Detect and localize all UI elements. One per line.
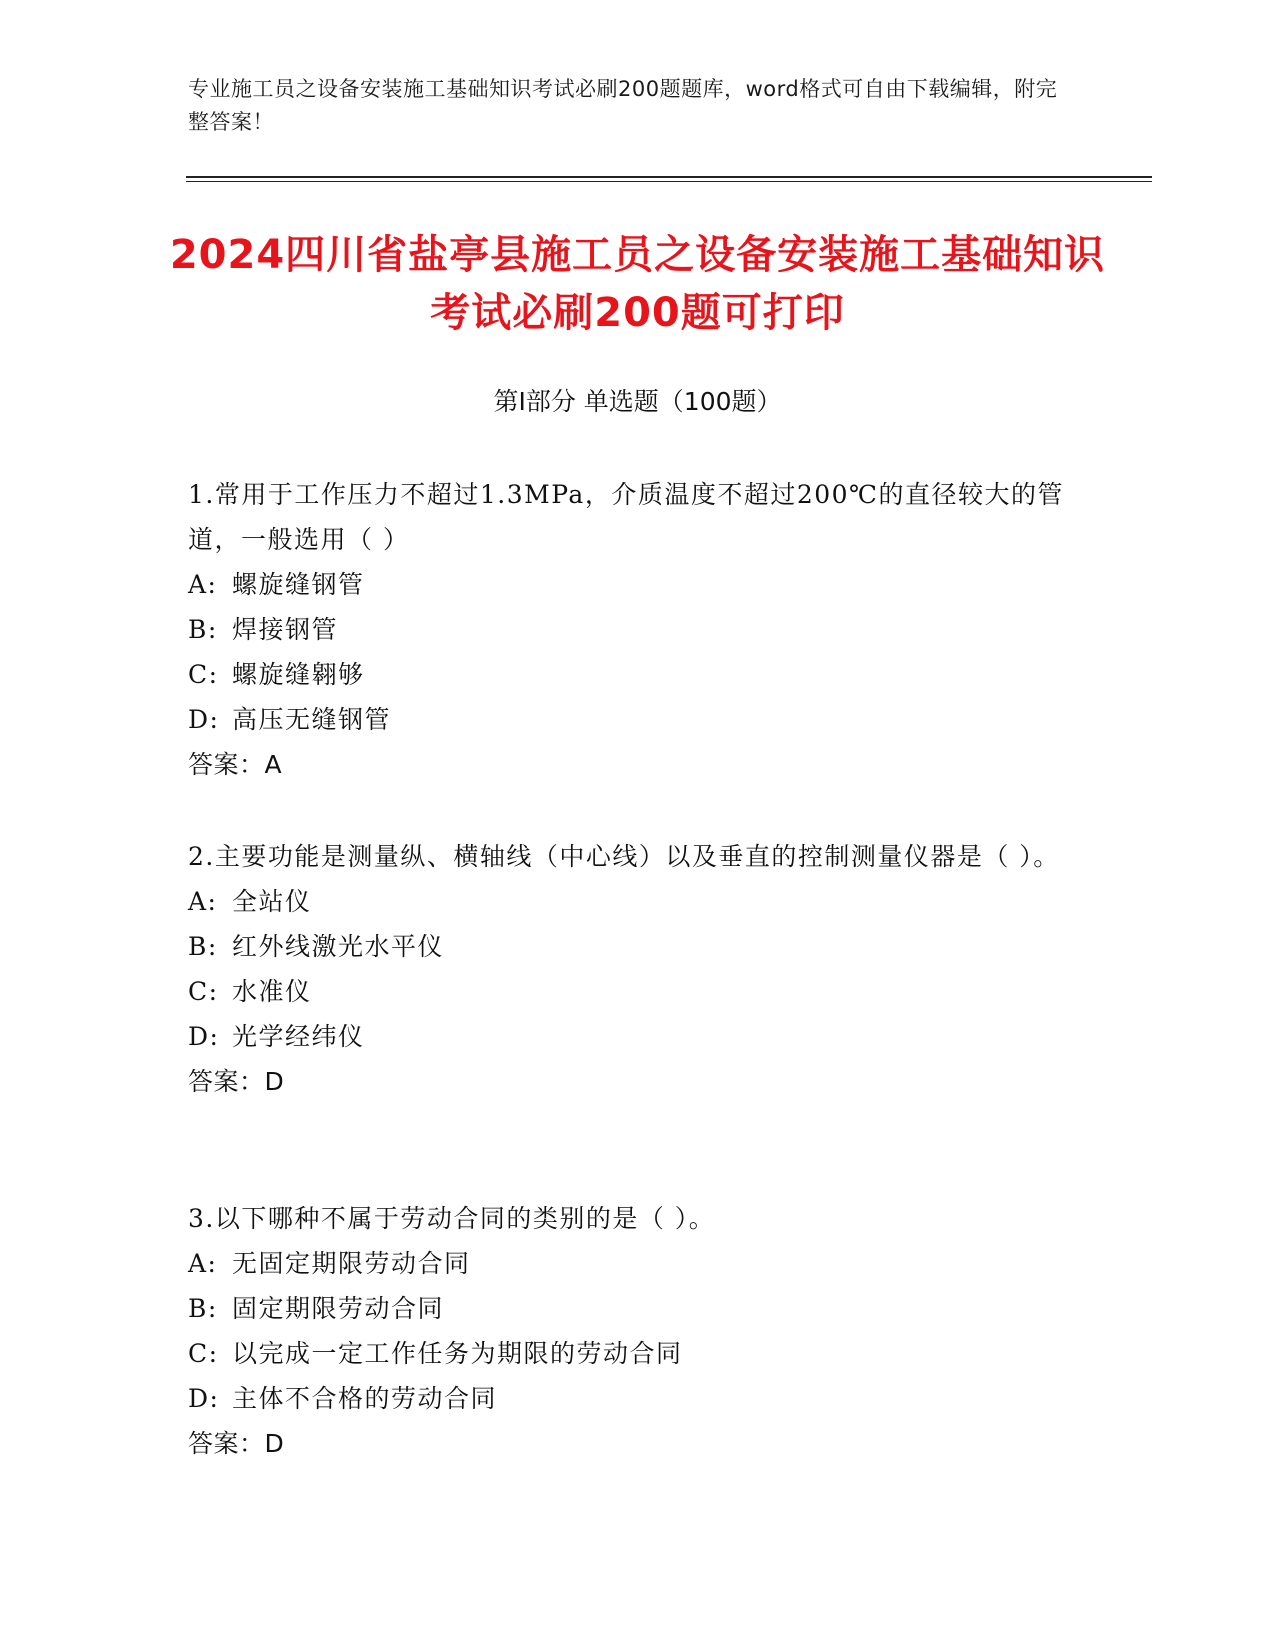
option-b xyxy=(188,607,1068,652)
question-stem: 1.常用于工作压力不超过1.3MPa，介质温度不超过200℃的直径较大的管道，一般选用（ ） xyxy=(188,480,1064,554)
option-a xyxy=(188,879,1068,924)
question-3 xyxy=(188,1196,1068,1466)
option-text: 以完成一定工作任务为期限的劳动合同 xyxy=(232,1339,683,1368)
option-text: 主体不合格的劳动合同 xyxy=(232,1384,498,1413)
question-2 xyxy=(188,834,1068,1104)
question-stem: 3.以下哪种不属于劳动合同的类别的是（ ）。 xyxy=(188,1204,716,1233)
option-c xyxy=(188,652,1068,697)
option-letter: C: xyxy=(188,660,219,689)
option-text: 螺旋缝钢管 xyxy=(232,570,365,599)
option-b xyxy=(188,924,1068,969)
option-text: 焊接钢管 xyxy=(232,615,339,644)
option-letter: A: xyxy=(188,570,218,599)
section-title: 第Ⅰ部分 单选题（100题） xyxy=(493,387,782,416)
option-letter: D: xyxy=(188,705,220,734)
option-letter: B: xyxy=(188,615,218,644)
option-b xyxy=(188,1286,1068,1331)
option-text: 无固定期限劳动合同 xyxy=(232,1249,471,1278)
header-divider-thick xyxy=(186,176,1152,178)
option-letter: D: xyxy=(188,1022,220,1051)
option-d xyxy=(188,697,1068,742)
option-letter: B: xyxy=(188,932,218,961)
option-letter: A: xyxy=(188,887,218,916)
option-text: 固定期限劳动合同 xyxy=(232,1294,445,1323)
header-divider-thin xyxy=(186,181,1152,182)
answer-line: 答案：D xyxy=(188,1067,285,1096)
option-letter: C: xyxy=(188,977,219,1006)
option-letter: C: xyxy=(188,1339,219,1368)
option-d xyxy=(188,1014,1068,1059)
question-1 xyxy=(188,472,1068,787)
option-text: 水准仪 xyxy=(232,977,312,1006)
option-a xyxy=(188,1241,1068,1286)
header-note: 专业施工员之设备安装施工基础知识考试必刷200题题库，word格式可自由下载编辑，附完整答案！ xyxy=(188,77,1058,134)
option-letter: B: xyxy=(188,1294,218,1323)
option-text: 光学经纬仪 xyxy=(232,1022,365,1051)
option-letter: A: xyxy=(188,1249,218,1278)
option-letter: D: xyxy=(188,1384,220,1413)
option-text: 螺旋缝翱够 xyxy=(232,660,365,689)
option-c xyxy=(188,1331,1068,1376)
option-text: 全站仪 xyxy=(232,887,312,916)
answer-line: 答案：A xyxy=(188,750,283,779)
option-text: 红外线激光水平仪 xyxy=(232,932,445,961)
option-text: 高压无缝钢管 xyxy=(232,705,392,734)
document-title: 2024四川省盐亭县施工员之设备安装施工基础知识考试必刷200题可打印 xyxy=(169,232,1106,336)
option-a xyxy=(188,562,1068,607)
option-c xyxy=(188,969,1068,1014)
question-stem: 2.主要功能是测量纵、横轴线（中心线）以及垂直的控制测量仪器是（ ）。 xyxy=(188,842,1060,871)
option-d xyxy=(188,1376,1068,1421)
answer-line: 答案：D xyxy=(188,1429,285,1458)
